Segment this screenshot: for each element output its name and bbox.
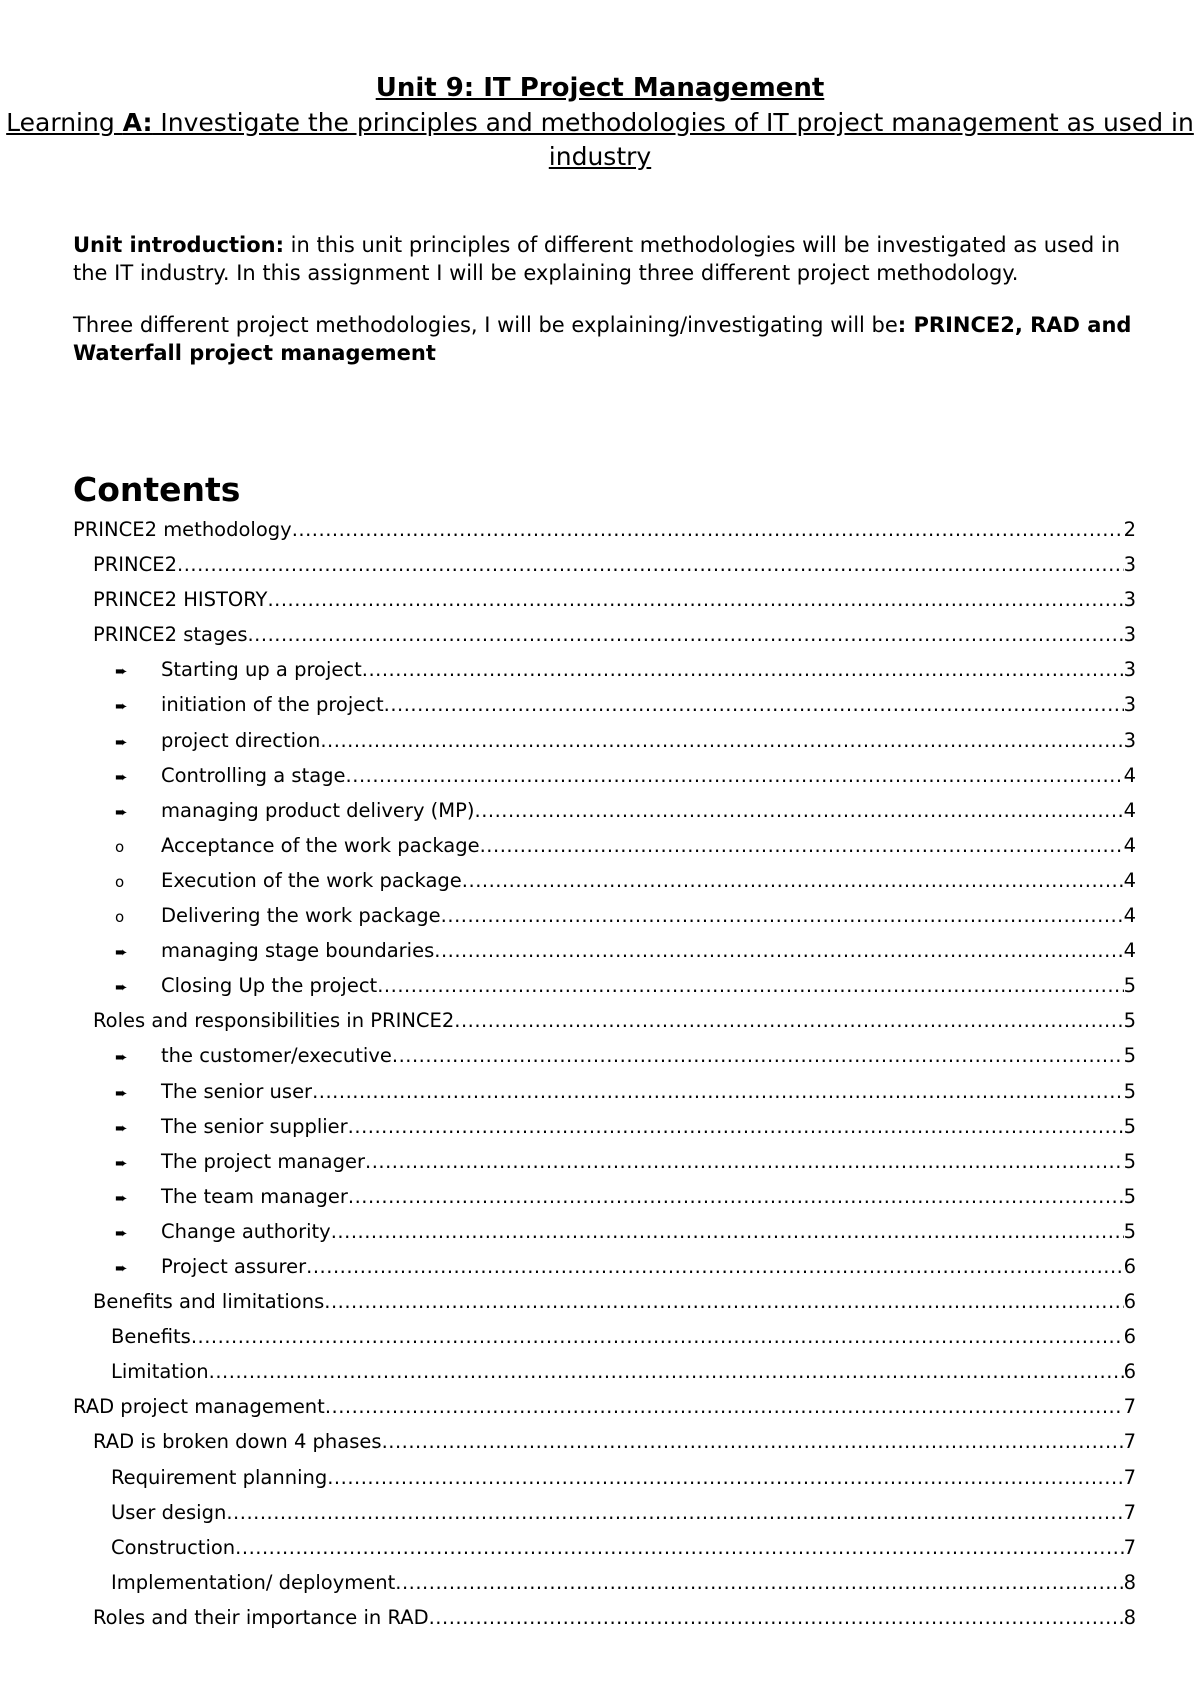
arrow-bullet-icon: ➨ (115, 943, 128, 962)
arrow-bullet-icon: ➨ (115, 1188, 128, 1207)
dot-leader (480, 828, 1124, 863)
learning-aim-text: Investigate the principles and methodologies of IT project management as used in industry (152, 108, 1194, 171)
toc-entry-title: managing product delivery (MP) (161, 798, 475, 822)
dot-leader (382, 1424, 1124, 1459)
toc-entry[interactable] (73, 1003, 1136, 1038)
toc-entry[interactable] (73, 687, 1136, 722)
contents-heading: Contents (73, 470, 241, 509)
toc-entry[interactable] (73, 1214, 1136, 1249)
toc-page-number: 7 (1123, 1395, 1136, 1419)
dot-leader (362, 652, 1124, 687)
toc-entry[interactable] (73, 1460, 1136, 1495)
learning-aim (0, 106, 1200, 174)
toc-page-number: 3 (1123, 693, 1136, 717)
toc-page-number: 5 (1123, 1079, 1136, 1103)
toc-page-number: 4 (1123, 833, 1136, 857)
methods-text: Three different project methodologies, I will be explaining/investigating will be (73, 313, 898, 337)
toc-entry-title: Starting up a project (161, 658, 362, 682)
learning-aim-letter: A: (122, 108, 153, 137)
dot-leader (235, 1530, 1123, 1565)
arrow-bullet-icon: ➨ (115, 1258, 128, 1277)
toc-entry-title: managing stage boundaries (161, 939, 435, 963)
toc-page-number: 3 (1123, 728, 1136, 752)
dot-leader (348, 1179, 1124, 1214)
unit-title: Unit 9: IT Project Management (375, 73, 825, 103)
toc-page-number: 5 (1123, 1009, 1136, 1033)
toc-entry-title: The project manager (161, 1149, 365, 1173)
toc-page-number: 8 (1123, 1605, 1136, 1629)
toc-page-number: 2 (1123, 518, 1136, 541)
dot-leader (429, 1600, 1124, 1635)
toc-entry[interactable] (73, 512, 1136, 547)
toc-entry[interactable] (73, 1389, 1136, 1424)
toc-entry[interactable] (73, 1495, 1136, 1530)
toc-page-number: 4 (1123, 798, 1136, 822)
dot-leader (306, 1249, 1123, 1284)
dot-leader (346, 758, 1124, 793)
arrow-bullet-icon: ➨ (115, 1153, 128, 1172)
methods-list: : PRINCE2, RAD and Waterfall project management (73, 313, 1132, 365)
toc-entry-title: The senior supplier (161, 1114, 348, 1138)
toc-page-number: 8 (1123, 1570, 1136, 1594)
toc-entry[interactable] (73, 1354, 1136, 1389)
toc-entry[interactable] (73, 1565, 1136, 1600)
toc-page-number: 5 (1123, 1184, 1136, 1208)
toc-page-number: 4 (1123, 763, 1136, 787)
toc-page-number: 6 (1123, 1360, 1136, 1384)
toc-entry-title: RAD project management (73, 1395, 325, 1419)
toc-entry-title: PRINCE2 methodology (73, 518, 292, 541)
toc-page-number: 7 (1123, 1465, 1136, 1489)
dot-leader (365, 1144, 1124, 1179)
arrow-bullet-icon: ➨ (115, 767, 128, 786)
toc-entry-title: Implementation/ deployment (111, 1570, 396, 1594)
toc-entry-title: Controlling a stage (161, 763, 346, 787)
arrow-bullet-icon: ➨ (115, 732, 128, 751)
toc-entry-title: project direction (161, 728, 321, 752)
toc-entry-title: Acceptance of the work package (161, 833, 480, 857)
toc-entry-title: Construction (111, 1535, 236, 1559)
toc-page-number: 3 (1123, 588, 1136, 612)
intro-label: Unit introduction: (73, 233, 284, 257)
dot-leader (441, 898, 1124, 933)
toc-entry[interactable] (73, 898, 1136, 933)
arrow-bullet-icon: ➨ (115, 802, 128, 821)
toc-entry[interactable] (73, 793, 1136, 828)
toc-page-number: 5 (1123, 1149, 1136, 1173)
dot-leader (312, 1074, 1124, 1109)
intro-paragraph (73, 231, 1143, 287)
toc-entry-title: Limitation (111, 1360, 209, 1384)
toc-page-number: 4 (1123, 904, 1136, 928)
dot-leader (267, 582, 1123, 617)
circle-bullet-icon: o (115, 837, 125, 856)
toc-page-number: 7 (1123, 1430, 1136, 1454)
toc-page-number: 7 (1123, 1500, 1136, 1524)
toc-page-number: 5 (1123, 1114, 1136, 1138)
toc-entry[interactable] (73, 547, 1136, 582)
toc-page-number: 3 (1123, 553, 1136, 577)
methods-paragraph (73, 311, 1143, 367)
dot-leader (377, 968, 1123, 1003)
dot-leader (454, 1003, 1123, 1038)
dot-leader (434, 933, 1123, 968)
toc-entry-title: The senior user (161, 1079, 313, 1103)
toc-entry[interactable] (73, 1109, 1136, 1144)
toc-page-number: 5 (1123, 1219, 1136, 1243)
toc-entry[interactable] (73, 617, 1136, 652)
dot-leader (247, 617, 1123, 652)
dot-leader (395, 1565, 1123, 1600)
dot-leader (331, 1214, 1124, 1249)
dot-leader (226, 1495, 1123, 1530)
toc-entry[interactable] (73, 1600, 1136, 1635)
toc-entry[interactable] (73, 1074, 1136, 1109)
toc-entry-title: initiation of the project (161, 693, 384, 717)
toc-entry-title: Benefits and limitations (93, 1290, 325, 1314)
toc-entry-title: User design (111, 1500, 227, 1524)
toc-entry[interactable] (73, 1319, 1136, 1354)
toc-entry[interactable] (73, 723, 1136, 758)
circle-bullet-icon: o (115, 908, 125, 927)
dot-leader (324, 1284, 1123, 1319)
arrow-bullet-icon: ➨ (115, 1118, 128, 1137)
toc-page-number: 4 (1123, 868, 1136, 892)
toc-entry-title: Roles and responsibilities in PRINCE2 (93, 1009, 455, 1033)
toc-entry[interactable] (73, 758, 1136, 793)
toc-page-number: 6 (1123, 1290, 1136, 1314)
toc-entry-title: Project assurer (161, 1254, 307, 1278)
dot-leader (327, 1460, 1123, 1495)
dot-leader (325, 1389, 1124, 1424)
dot-leader (177, 547, 1124, 582)
unit-introduction (73, 231, 1143, 367)
toc-entry[interactable] (73, 828, 1136, 863)
toc-entry-title: RAD is broken down 4 phases (93, 1430, 382, 1454)
toc-entry-title: Requirement planning (111, 1465, 328, 1489)
toc-entry[interactable] (73, 1144, 1136, 1179)
toc-page-number: 4 (1123, 939, 1136, 963)
toc-page-number: 6 (1123, 1254, 1136, 1278)
toc-entry-title: PRINCE2 (93, 553, 177, 577)
intro-text: in this unit principles of different methodologies will be investigated as used in the IT industry. In this assignment I will be explaining three different project methodology. (73, 233, 1121, 285)
toc-entry[interactable] (73, 1424, 1136, 1459)
toc-entry-title: Change authority (161, 1219, 331, 1243)
arrow-bullet-icon: ➨ (115, 1048, 128, 1067)
dot-leader (191, 1319, 1124, 1354)
toc-entry[interactable] (73, 1038, 1136, 1073)
toc-entry[interactable] (73, 933, 1136, 968)
arrow-bullet-icon: ➨ (115, 662, 128, 681)
toc-entry-title: the customer/executive (161, 1044, 392, 1068)
toc-entry[interactable] (73, 863, 1136, 898)
arrow-bullet-icon: ➨ (115, 1223, 128, 1242)
toc-page-number: 6 (1123, 1325, 1136, 1349)
toc-page-number: 3 (1123, 623, 1136, 647)
toc-entry[interactable] (73, 652, 1136, 687)
toc-entry-title: PRINCE2 HISTORY (93, 588, 268, 612)
toc-entry[interactable] (73, 1284, 1136, 1319)
arrow-bullet-icon: ➨ (115, 978, 128, 997)
toc-page-number: 5 (1123, 974, 1136, 998)
toc-entry-title: PRINCE2 stages (93, 623, 248, 647)
toc-entry[interactable] (73, 1179, 1136, 1214)
dot-leader (392, 1038, 1124, 1073)
toc-entry-title: Closing Up the project (161, 974, 378, 998)
title-block (0, 70, 1200, 174)
dot-leader (209, 1354, 1124, 1389)
toc-entry-title: Delivering the work package (161, 904, 441, 928)
toc-entry[interactable] (73, 968, 1136, 1003)
circle-bullet-icon: o (115, 872, 125, 891)
toc-entry-title: Roles and their importance in RAD (93, 1605, 429, 1629)
arrow-bullet-icon: ➨ (115, 697, 128, 716)
dot-leader (475, 793, 1124, 828)
dot-leader (292, 512, 1124, 547)
dot-leader (320, 723, 1123, 758)
dot-leader (384, 687, 1124, 722)
toc-entry-title: Benefits (111, 1325, 191, 1349)
learning-aim-prefix: Learning (6, 108, 123, 137)
table-of-contents (73, 512, 1136, 1635)
dot-leader (348, 1109, 1124, 1144)
toc-entry[interactable] (73, 1530, 1136, 1565)
toc-entry-title: The team manager (161, 1184, 348, 1208)
toc-page-number: 5 (1123, 1044, 1136, 1068)
toc-entry[interactable] (73, 1249, 1136, 1284)
toc-entry[interactable] (73, 582, 1136, 617)
toc-page-number: 3 (1123, 658, 1136, 682)
toc-page-number: 7 (1123, 1535, 1136, 1559)
dot-leader (462, 863, 1124, 898)
toc-entry-title: Execution of the work package (161, 868, 462, 892)
arrow-bullet-icon: ➨ (115, 1083, 128, 1102)
